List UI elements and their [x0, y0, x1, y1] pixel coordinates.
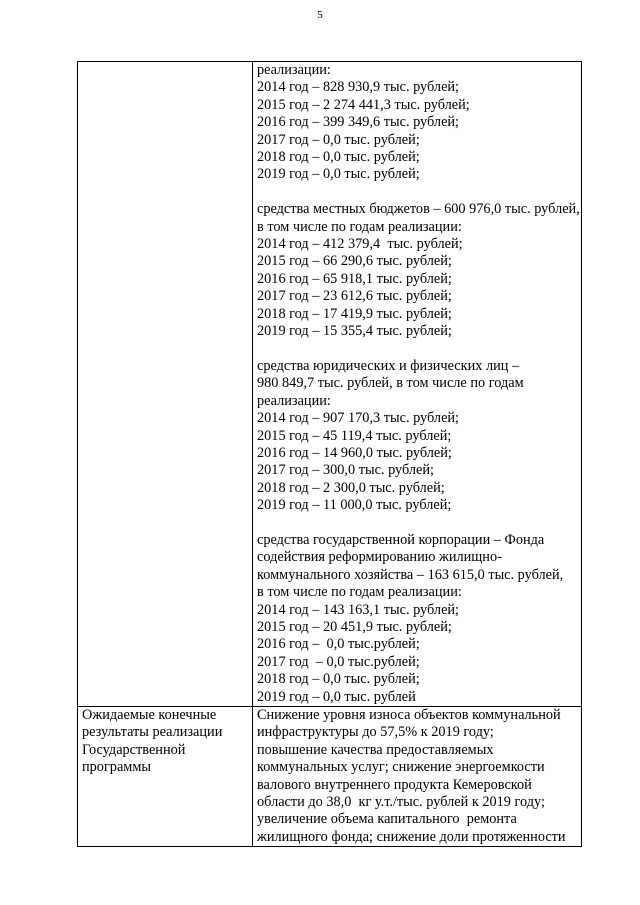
table-row-expected-results [78, 706, 582, 846]
legal-and-individuals-block [257, 358, 578, 515]
text-line: 2016 год – 0,0 тыс.рублей; [257, 636, 420, 653]
text-line: 2014 год – 412 379,4 тыс. рублей; [257, 236, 463, 253]
text-line: 2019 год – 0,0 тыс. рублей; [257, 166, 420, 183]
text-line: 2018 год – 0,0 тыс. рублей; [257, 149, 420, 166]
text-line: 2016 год – 14 960,0 тыс. рублей; [257, 444, 452, 461]
text-line: 2019 год – 0,0 тыс. рублей [257, 688, 416, 705]
text-line: 2019 год – 15 355,4 тыс. рублей; [257, 323, 452, 340]
text-line: 2014 год – 143 163,1 тыс. рублей; [257, 601, 460, 618]
text-line: 2015 год – 66 290,6 тыс. рублей; [257, 253, 452, 270]
text-line: Ожидаемые конечные [82, 706, 217, 723]
table-row-funding [78, 62, 582, 707]
text-line: в том числе по годам реализации: [257, 584, 462, 601]
text-line: области до 38,0 кг у.т./тыс. рублей к 2019 году; [257, 794, 545, 811]
local-budgets-block [257, 201, 578, 340]
text-line: средства местных бюджетов – 600 976,0 тыс. рублей, [257, 201, 580, 218]
text-line: 2017 год – 0,0 тыс. рублей; [257, 131, 420, 148]
funding-details-cell [253, 62, 582, 707]
text-line: 2016 год – 399 349,6 тыс. рублей; [257, 114, 460, 131]
text-line: 2018 год – 0,0 тыс. рублей; [257, 671, 420, 688]
text-line: повышение качества предоставляемых [257, 741, 494, 758]
text-line: коммунальных услуг; снижение энергоемкости [257, 759, 545, 776]
regional-budget-years-block [257, 62, 578, 184]
text-line: жилищного фонда; снижение доли протяженности [257, 828, 566, 845]
text-line: реализации: [257, 62, 331, 78]
row-label-cell [78, 62, 253, 707]
text-line: валового внутреннего продукта Кемеровской [257, 776, 532, 793]
text-line: 2019 год – 11 000,0 тыс. рублей; [257, 497, 452, 514]
paragraph-gap [257, 184, 578, 201]
text-line: Снижение уровня износа объектов коммунальной [257, 706, 561, 723]
text-line: в том числе по годам реализации: [257, 218, 462, 235]
text-line: коммунального хозяйства – 163 615,0 тыс. рублей, [257, 566, 564, 583]
expected-results-label-cell [78, 706, 253, 846]
text-line: содействия реформированию жилищно- [257, 549, 502, 566]
text-line: 2014 год – 828 930,9 тыс. рублей; [257, 79, 460, 96]
text-line: 2015 год – 20 451,9 тыс. рублей; [257, 618, 452, 635]
text-line: 2015 год – 45 119,4 тыс. рублей; [257, 427, 452, 444]
text-line: 980 849,7 тыс. рублей, в том числе по годам [257, 375, 524, 392]
program-passport-table [77, 61, 582, 847]
text-line: 2017 год – 0,0 тыс.рублей; [257, 653, 420, 670]
text-line: 2017 год – 23 612,6 тыс. рублей; [257, 288, 452, 305]
text-line: 2015 год – 2 274 441,3 тыс. рублей; [257, 96, 470, 113]
text-line: реализации: [257, 392, 331, 409]
text-line: 2018 год – 2 300,0 тыс. рублей; [257, 479, 445, 496]
text-line: Государственной [82, 741, 186, 758]
text-line: средства юридических и физических лиц – [257, 357, 520, 374]
housing-fund-block [257, 532, 578, 706]
text-line: 2017 год – 300,0 тыс. рублей; [257, 462, 435, 479]
text-line: инфраструктуры до 57,5% к 2019 году; [257, 724, 494, 741]
paragraph-gap [257, 515, 578, 532]
text-line: 2016 год – 65 918,1 тыс. рублей; [257, 270, 452, 287]
text-line: средства государственной корпорации – Фонда [257, 531, 545, 548]
expected-results-cell [253, 706, 582, 846]
text-line: программы [82, 759, 152, 776]
page-number: 5 [317, 9, 323, 21]
text-line: 2018 год – 17 419,9 тыс. рублей; [257, 305, 452, 322]
paragraph-gap [257, 340, 578, 357]
text-line: 2014 год – 907 170,3 тыс. рублей; [257, 410, 460, 427]
text-line: результаты реализации [82, 724, 223, 741]
text-line: увеличение объема капитального ремонта [257, 811, 517, 828]
